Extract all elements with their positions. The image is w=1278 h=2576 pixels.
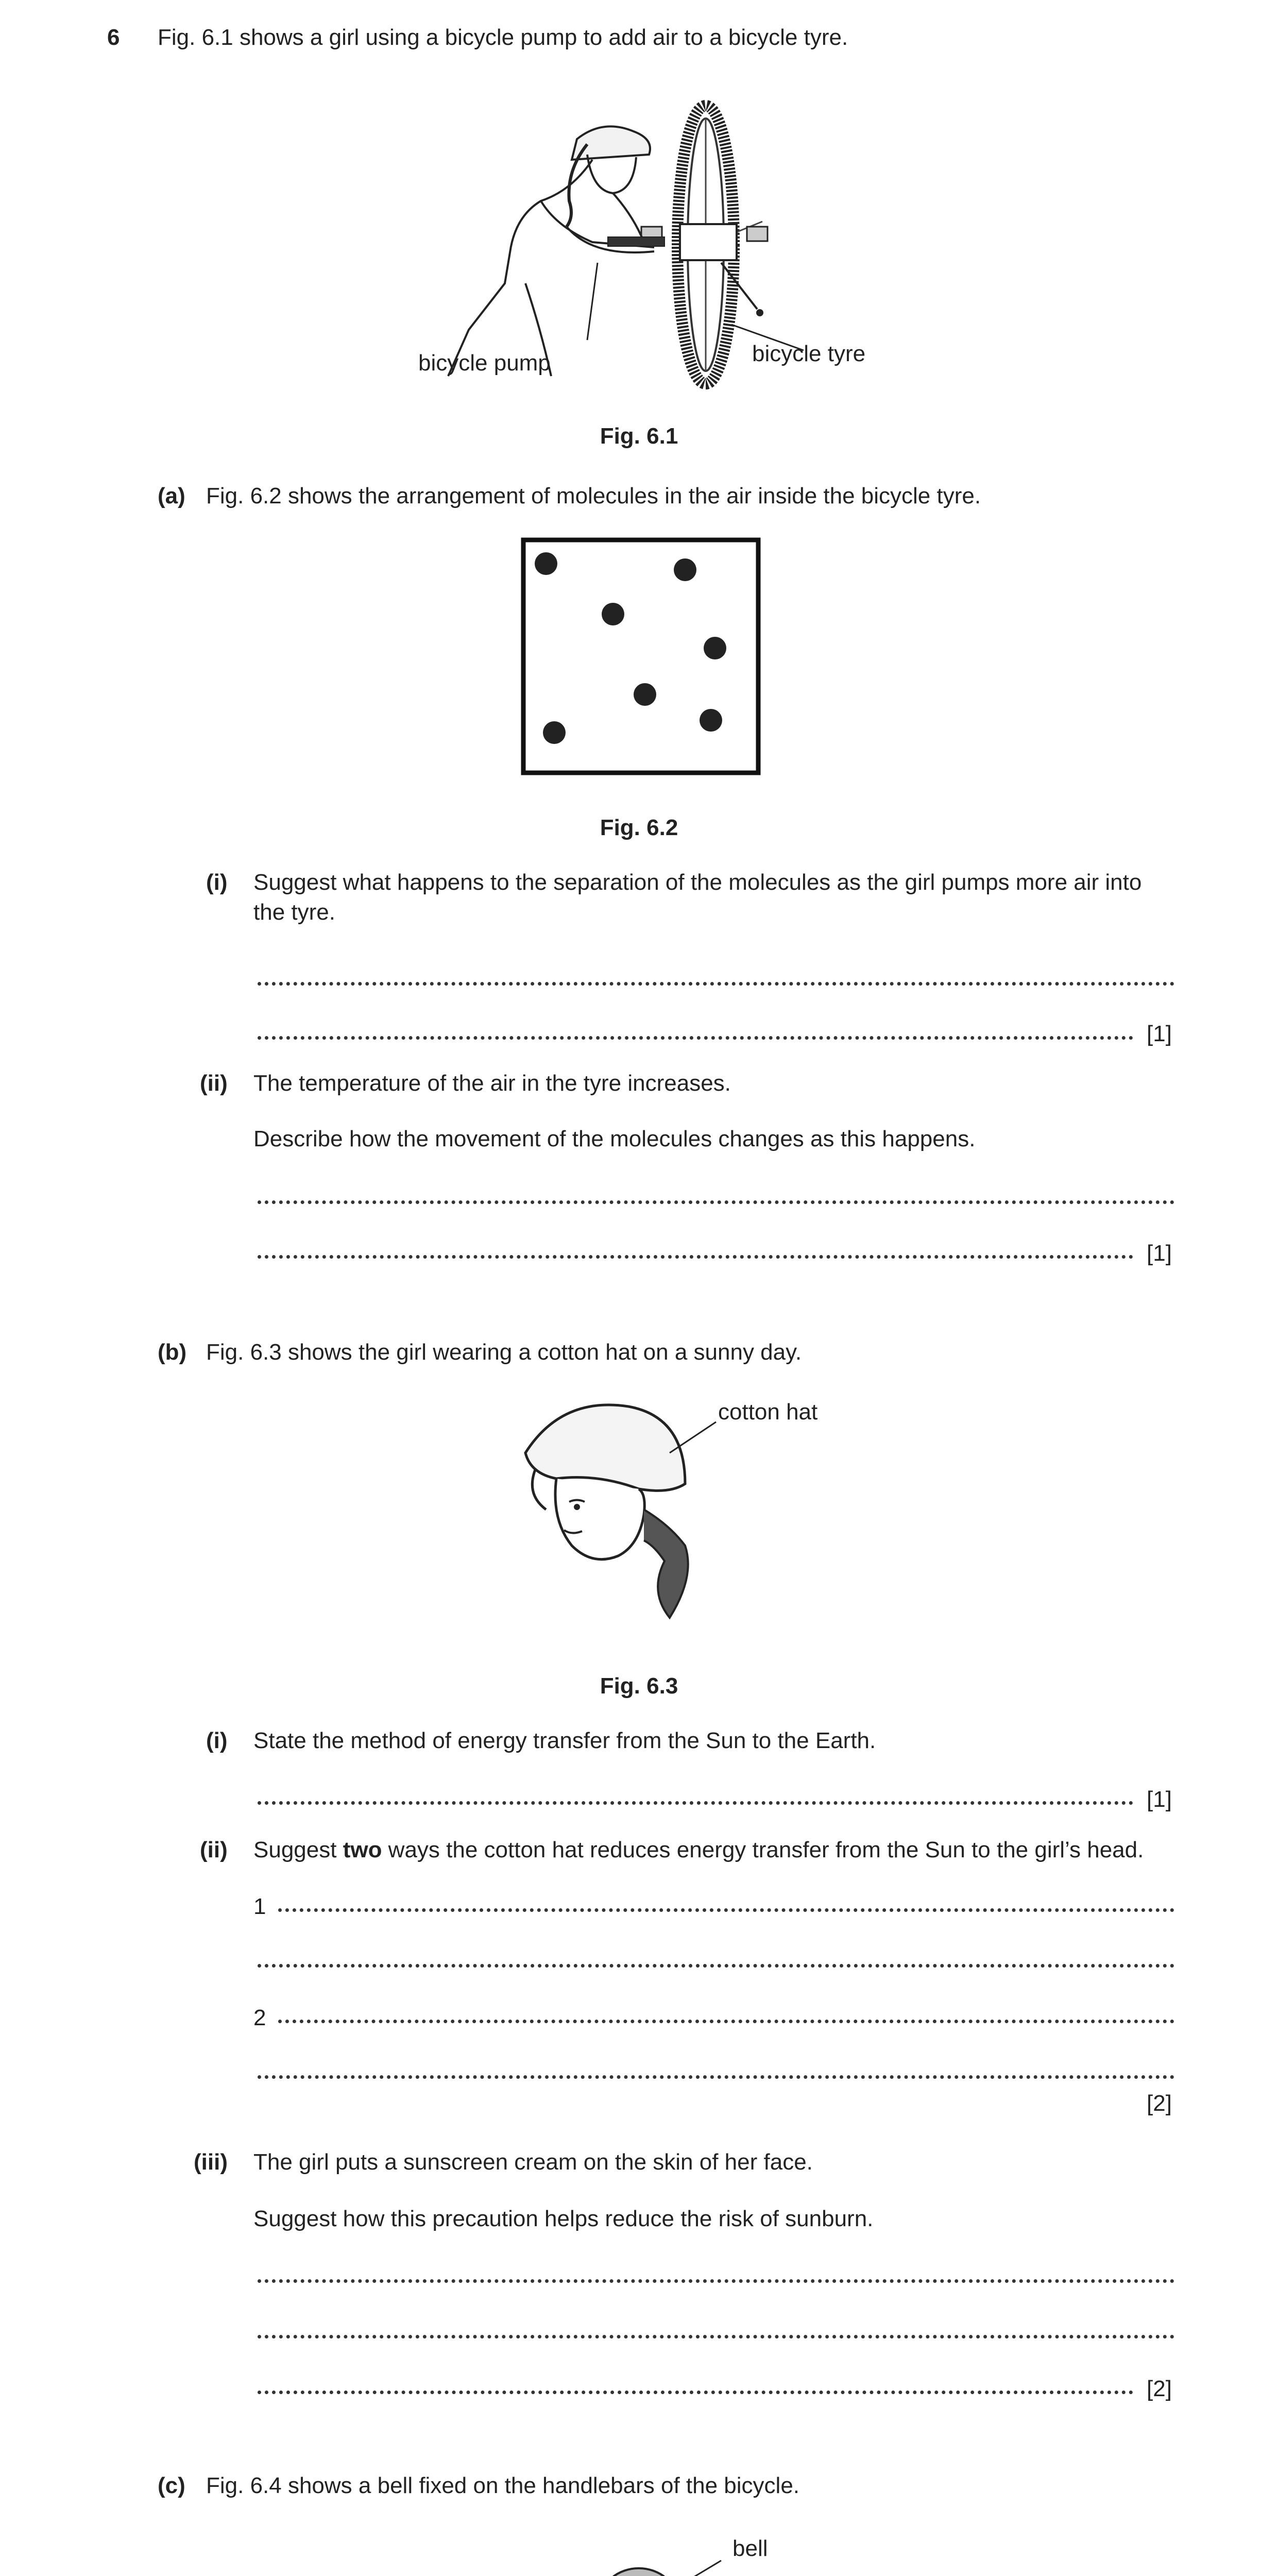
label-bell: bell: [732, 2536, 768, 2561]
part-a-ii-number: (ii): [200, 1071, 228, 1096]
answer-line[interactable]: [278, 2016, 1174, 2023]
part-b-i-number: (i): [206, 1728, 228, 1753]
part-a-ii-text1: The temperature of the air in the tyre increases.: [253, 1071, 731, 1096]
answer-line[interactable]: [258, 2387, 1133, 2394]
part-c-letter: (c): [158, 2473, 185, 2498]
label-cotton-hat: cotton hat: [718, 1399, 818, 1425]
fig63-girl-with-hat: [515, 1391, 783, 1638]
girl-pumping-drawing: [448, 126, 664, 376]
part-b-ii-number: (ii): [200, 1837, 228, 1862]
label-bicycle-tyre: bicycle tyre: [752, 341, 866, 366]
part-b-text: Fig. 6.3 shows the girl wearing a cotton hat on a sunny day.: [206, 1340, 802, 1365]
answer-line[interactable]: [258, 1197, 1174, 1204]
part-b-iii-number: (iii): [194, 2149, 228, 2175]
answer-line[interactable]: [258, 979, 1174, 986]
mark-b-ii: [2]: [1147, 2091, 1172, 2116]
part-b-iii-text1: The girl puts a sunscreen cream on the skin of her face.: [253, 2149, 813, 2175]
molecule: [704, 637, 726, 659]
answer-line[interactable]: [278, 1905, 1174, 1912]
bell-leader-line: [670, 2561, 721, 2576]
fig64-handlebar-bell: [412, 2524, 886, 2576]
part-b-letter: (b): [158, 1340, 187, 1365]
mark-a-i: [1]: [1147, 1021, 1172, 1046]
answer-line[interactable]: [258, 2332, 1174, 2338]
part-a-text: Fig. 6.2 shows the arrangement of molecules in the air inside the bicycle tyre.: [206, 483, 981, 509]
mark-b-i: [1]: [1147, 1787, 1172, 1812]
fig63-caption: Fig. 6.3: [600, 1673, 678, 1699]
question-number: 6: [107, 25, 120, 50]
molecule: [535, 552, 557, 575]
bell-drawing: [600, 2568, 677, 2576]
answer-line[interactable]: [258, 1961, 1174, 1968]
pump-leader-line: [587, 263, 598, 340]
cotton-hat-drawing: [525, 1405, 685, 1490]
answer-line[interactable]: [258, 1033, 1133, 1040]
answer-item-1-label: 1: [253, 1894, 266, 1919]
part-a-ii-text2: Describe how the movement of the molecules changes as this happens.: [253, 1126, 976, 1151]
mark-a-ii: [1]: [1147, 1241, 1172, 1266]
answer-line[interactable]: [258, 2072, 1174, 2079]
part-a-letter: (a): [158, 483, 185, 509]
question-intro: Fig. 6.1 shows a girl using a bicycle pump to add air to a bicycle tyre.: [158, 25, 848, 50]
molecule: [602, 603, 624, 625]
molecule: [634, 683, 656, 706]
hat-leader-line: [670, 1422, 716, 1453]
molecule: [543, 721, 566, 744]
part-b-i-text: State the method of energy transfer from the Sun to the Earth.: [253, 1728, 876, 1753]
part-a-i-number: (i): [206, 870, 228, 895]
answer-line[interactable]: [258, 1252, 1133, 1259]
fig62-caption: Fig. 6.2: [600, 815, 678, 840]
part-a-i-text-line1: Suggest what happens to the separation of the molecules as the girl pumps more air into: [253, 870, 1142, 895]
molecule: [700, 709, 722, 732]
part-a-i-text-line2: the tyre.: [253, 900, 335, 925]
part-b-ii-text: Suggest two ways the cotton hat reduces energy transfer from the Sun to the girl’s head.: [253, 1837, 1144, 1862]
molecule: [674, 558, 696, 581]
fig61-caption: Fig. 6.1: [600, 423, 678, 449]
answer-item-2-label: 2: [253, 2005, 266, 2030]
answer-line[interactable]: [258, 1798, 1133, 1805]
part-b-iii-text2: Suggest how this precaution helps reduce the risk of sunburn.: [253, 2206, 874, 2231]
label-bicycle-pump: bicycle pump: [418, 350, 551, 376]
part-c-text: Fig. 6.4 shows a bell fixed on the handlebars of the bicycle.: [206, 2473, 800, 2498]
fig62-molecules: [521, 538, 760, 775]
answer-line[interactable]: [258, 2276, 1174, 2283]
mark-b-iii: [2]: [1147, 2376, 1172, 2401]
